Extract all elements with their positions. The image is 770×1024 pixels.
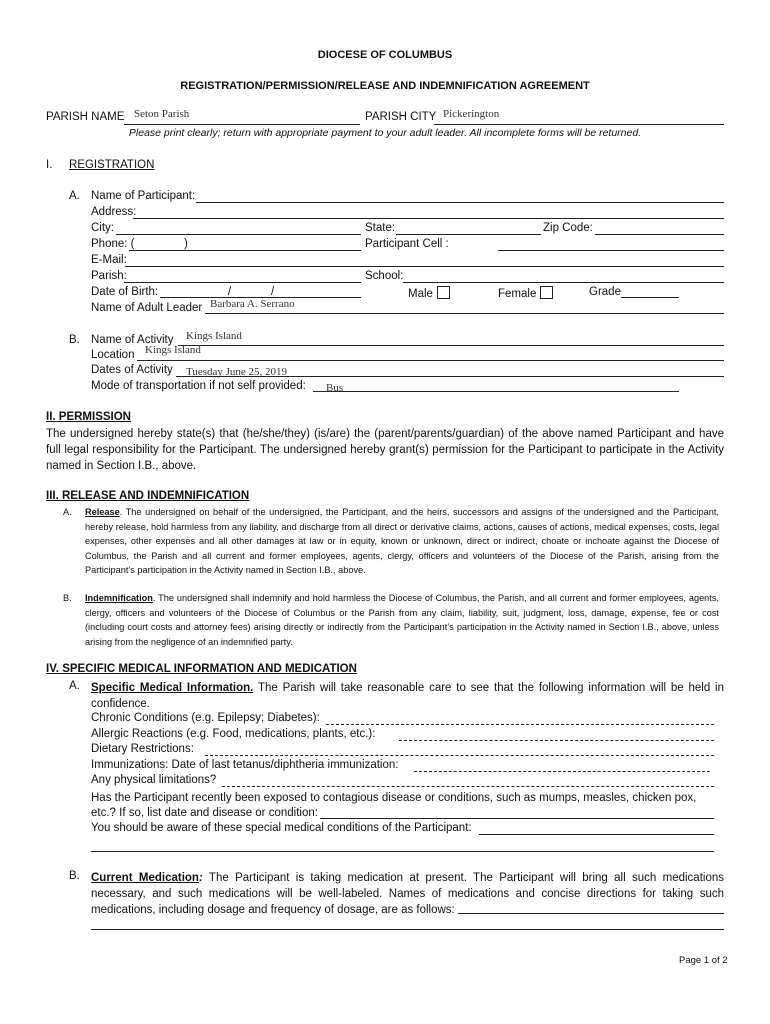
aware-field[interactable] <box>479 834 714 835</box>
state-field[interactable] <box>396 234 541 235</box>
section1-title: REGISTRATION <box>69 159 155 171</box>
dob-separator-2: / <box>271 286 275 298</box>
section4-heading: IV. SPECIFIC MEDICAL INFORMATION AND MEDICATION <box>46 663 357 675</box>
chronic-field[interactable] <box>326 724 714 725</box>
parish-name-label: PARISH NAME <box>46 111 125 123</box>
activity-name-value: Kings Island <box>186 330 242 342</box>
grade-field[interactable] <box>621 297 679 298</box>
medication-colon: : <box>198 872 203 884</box>
section2-heading: II. PERMISSION <box>46 411 131 423</box>
dob-separator-1: / <box>228 286 232 298</box>
page-number: Page 1 of 2 <box>679 955 728 966</box>
transport-label: Mode of transportation if not self provided: <box>91 380 306 392</box>
release-title: Release <box>85 507 120 517</box>
male-option[interactable] <box>408 286 450 300</box>
email-label: E-Mail: <box>91 254 127 266</box>
aware-label: You should be aware of these special medical conditions of the Participant: <box>91 822 472 834</box>
participant-cell-field[interactable] <box>498 250 724 251</box>
dietary-label: Dietary Restrictions: <box>91 743 194 755</box>
city-field[interactable] <box>116 234 361 235</box>
dates-label: Dates of Activity <box>91 364 173 376</box>
parish-city-field[interactable] <box>434 124 724 125</box>
city-label: City: <box>91 222 114 234</box>
participant-name-label: Name of Participant: <box>91 190 196 202</box>
transport-field[interactable] <box>313 391 679 392</box>
exposed-label: etc.? If so, list date and disease or condition: <box>91 807 318 819</box>
male-checkbox[interactable] <box>437 286 450 299</box>
medication-text: The Participant is taking medication at present. The Participant will bring all such medications necessary, and such medications will be well-labeled. Names of medications and concise directions for taking such medications, including dosage and frequency of dosage, are as follows: <box>91 872 724 916</box>
parish-field[interactable] <box>124 282 361 283</box>
adult-leader-field[interactable] <box>205 313 724 314</box>
address-field[interactable] <box>133 218 724 219</box>
parish-name-field[interactable] <box>124 124 360 125</box>
activity-name-field[interactable] <box>178 345 724 346</box>
parish-name-value: Seton Parish <box>134 108 190 120</box>
allergic-label: Allergic Reactions (e.g. Food, medications, plants, etc.): <box>91 728 376 740</box>
location-value: Kings Island <box>145 344 201 356</box>
grade-label: Grade <box>589 286 621 298</box>
female-option[interactable] <box>498 286 553 300</box>
parish-label: Parish: <box>91 270 127 282</box>
female-label: Female <box>498 288 537 300</box>
adult-leader-label: Name of Adult Leader <box>91 302 203 314</box>
medication-field[interactable] <box>458 913 724 914</box>
medical-info-title: Specific Medical Information. <box>91 682 254 694</box>
phone-field[interactable] <box>129 250 361 251</box>
medication-title: Current Medication <box>91 872 199 884</box>
exposed-text: Has the Participant recently been exposed to contagious disease or conditions, such as mumps, measles, chicken pox, <box>91 792 697 804</box>
parish-city-label: PARISH CITY <box>365 111 437 123</box>
participant-name-field[interactable] <box>196 202 724 203</box>
document-title: DIOCESE OF COLUMBUS <box>317 49 453 61</box>
medical-info-text: The Parish will take reasonable care to see that the following information will be held in confidence. <box>91 682 724 710</box>
permission-text: The undersigned hereby state(s) that (he/she/they) (is/are) the (parent/parents/guardian) of the above named Participant and have full legal responsibility for the Participant. The undersigned hereby grant(s) permission for the Participant to participate in the Activity named in Section I.B., above. <box>46 428 724 472</box>
location-field[interactable] <box>137 360 724 361</box>
section1-b-letter: B. <box>69 334 80 346</box>
section4-b-letter: B. <box>69 870 80 882</box>
transport-value: Bus <box>326 382 344 394</box>
dates-value: Tuesday June 25, 2019 <box>186 366 288 378</box>
immunization-label: Immunizations: Date of last tetanus/diphtheria immunization: <box>91 759 399 771</box>
zip-label: Zip Code: <box>543 222 593 234</box>
instruction-text: Please print clearly; return with appropriate payment to your adult leader. All incomplete forms will be returned. <box>128 127 642 139</box>
address-label: Address: <box>91 206 137 218</box>
school-label: School: <box>365 270 404 282</box>
medication-paragraph <box>91 870 724 918</box>
phone-close-paren: ) <box>184 238 188 250</box>
email-field[interactable] <box>125 266 724 267</box>
section3-a-letter: A. <box>63 507 72 517</box>
male-label: Male <box>408 288 433 300</box>
adult-leader-value: Barbara A. Serrano <box>210 298 295 310</box>
indemnification-text: . The undersigned shall indemnify and hold harmless the Diocese of Columbus, the Parish, and all current and former employees, agents, clergy, officers and volunteers of the Diocese of Columbus or the Parish from any claim, liability, suit, judgment, loss, damage, expense, fee or cost (including court costs and attorney fees) arising directly or indirectly from the Participant’s participation in the Activity named in Section I.B., above, unless arising from the negligence of an indemnified party. <box>85 593 719 647</box>
dob-label: Date of Birth: <box>91 286 159 298</box>
medication-field-line2[interactable] <box>91 929 724 930</box>
aware-field-line2[interactable] <box>91 851 714 852</box>
activity-name-label: Name of Activity <box>91 334 174 346</box>
phone-label: Phone: ( <box>91 238 135 250</box>
chronic-label: Chronic Conditions (e.g. Epilepsy; Diabetes): <box>91 712 320 724</box>
section1-number: I. <box>46 159 53 171</box>
exposed-field[interactable] <box>320 818 714 819</box>
medical-info-paragraph <box>91 680 724 712</box>
state-label: State: <box>365 222 396 234</box>
release-text: . The undersigned on behalf of the undersigned, the Participant, and the heirs, successors and assigns of the undersigned and the Participant, hereby release, hold harmless from any liability, and discharge from all direct or derivative claims, actions, causes of actions, medical expenses, costs, legal expenses, other expenses and all other damages at law or in equity, known or unknown, direct or indirect, choate or inchoate against the Diocese of Columbus, the Parish and all current and former employees, agents, clergy, officers and volunteers of the Diocese of the Parish, arising from the Participant’s participation in the Activity named in Section I.B., above. <box>85 507 719 575</box>
section3-b-letter: B. <box>63 593 72 603</box>
allergic-field[interactable] <box>399 740 714 741</box>
female-checkbox[interactable] <box>540 286 553 299</box>
zip-field[interactable] <box>595 234 724 235</box>
physical-label: Any physical limitations? <box>91 774 217 786</box>
physical-field[interactable] <box>222 786 714 787</box>
section4-a-letter: A. <box>69 680 80 692</box>
participant-cell-label: Participant Cell : <box>365 238 449 250</box>
indemnification-paragraph <box>85 591 719 649</box>
section1-a-letter: A. <box>69 190 80 202</box>
indemnification-title: Indemnification <box>85 593 153 603</box>
immunization-field[interactable] <box>414 771 710 772</box>
school-field[interactable] <box>403 282 724 283</box>
parish-city-value: Pickerington <box>443 108 500 120</box>
document-subtitle: REGISTRATION/PERMISSION/RELEASE AND INDEMNIFICATION AGREEMENT <box>180 80 590 92</box>
section3-heading: III. RELEASE AND INDEMNIFICATION <box>46 490 250 502</box>
release-paragraph <box>85 505 719 578</box>
dietary-field[interactable] <box>205 755 714 756</box>
location-label: Location <box>91 349 135 361</box>
